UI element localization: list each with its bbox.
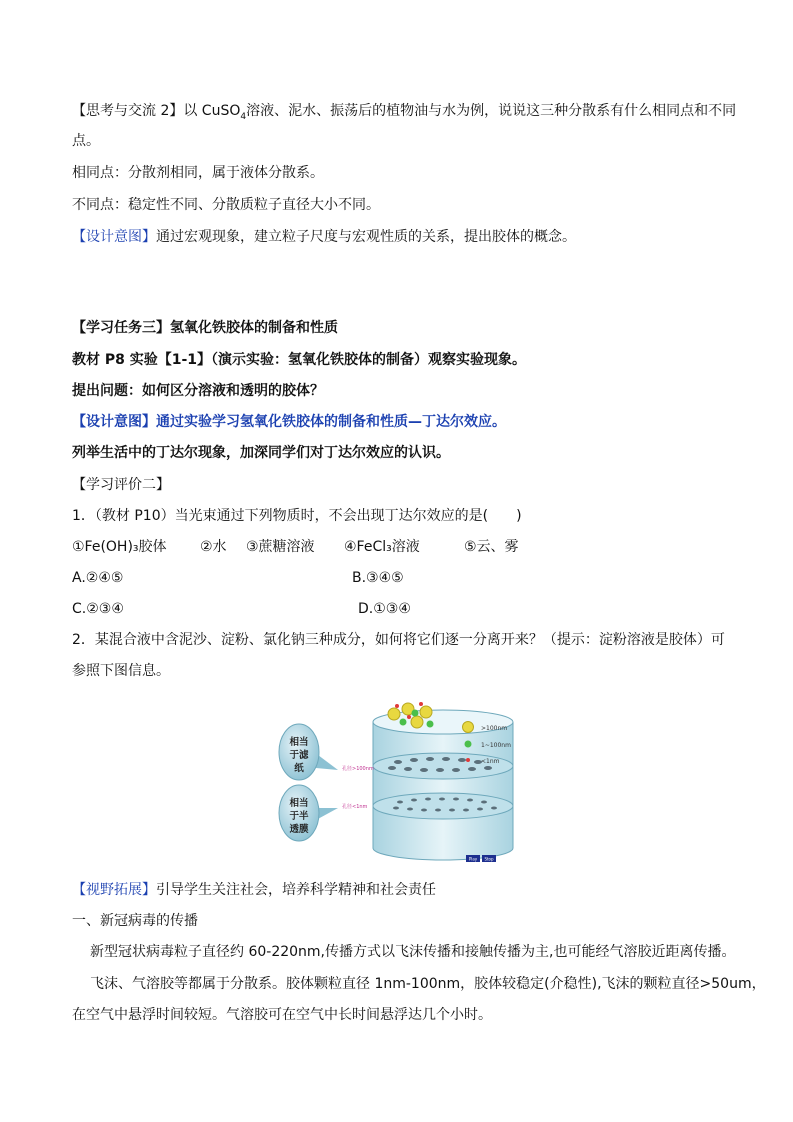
stop-label: Stop bbox=[484, 856, 494, 862]
play-button[interactable] bbox=[466, 855, 480, 862]
extend-text: 引导学生关注社会，培养科学精神和社会责任 bbox=[156, 882, 436, 898]
cylinder bbox=[373, 710, 513, 860]
think2-line2: 点。 bbox=[72, 133, 100, 149]
bubble1-line1: 相当 bbox=[289, 737, 309, 748]
bubble1-line3: 纸 bbox=[294, 763, 304, 774]
think2-bracket: 【思考与交流 2】 bbox=[72, 103, 184, 119]
task3-question: 提出问题：如何区分溶液和透明的胶体？ bbox=[72, 383, 324, 399]
extend-heading: 一、新冠病毒的传播 bbox=[72, 913, 198, 929]
intent-bracket: 【设计意图】 bbox=[72, 229, 156, 245]
think2-same: 相同点：分散剂相同，属于液体分散系。 bbox=[72, 165, 324, 181]
extend-p2a: 飞沫、气溶胶等都属于分散系。胶体颗粒直径 1nm-100nm，胶体较稳定(介稳性),飞沫的颗粒直径>50um， bbox=[90, 976, 766, 992]
bubble1-line2: 于滤 bbox=[289, 750, 309, 761]
stop-button[interactable] bbox=[482, 855, 496, 862]
q1-option-a: A.②④⑤ bbox=[72, 570, 124, 586]
bubble2-line1: 相当 bbox=[289, 798, 309, 809]
task3-title: 【学习任务三】氢氧化铁胶体的制备和性质 bbox=[72, 320, 338, 336]
task3-exp: 教材 P8 实验【1-1】（演示实验：氢氧化铁胶体的制备）观察实验现象。 bbox=[72, 352, 527, 368]
intent-text: 通过宏观现象，建立粒子尺度与宏观性质的关系，提出胶体的概念。 bbox=[156, 229, 576, 245]
extend-bracket: 【视野拓展】 bbox=[72, 882, 156, 898]
play-label: Play bbox=[468, 856, 478, 862]
q1-item-5: ⑤云、雾 bbox=[464, 539, 519, 555]
eval2-title: 【学习评价二】 bbox=[72, 477, 170, 493]
q2-line1: 2．某混合液中含泥沙、淀粉、氯化钠三种成分，如何将它们逐一分离开来？（提示：淀粉溶液是胶体）可 bbox=[72, 632, 725, 648]
label-filter-pore: 孔径>100nm bbox=[342, 766, 374, 772]
extend-p2b: 在空气中悬浮时间较短。气溶胶可在空气中长时间悬浮达几个小时。 bbox=[72, 1007, 492, 1023]
callout-semipermeable-membrane bbox=[279, 785, 338, 841]
q1-item-3: ③蔗糖溶液 bbox=[246, 539, 315, 555]
legend-label-large: >100nm bbox=[481, 725, 508, 732]
q1-option-d: D.①③④ bbox=[358, 601, 411, 617]
task3-example: 列举生活中的丁达尔现象，加深同学们对丁达尔效应的认识。 bbox=[72, 445, 450, 461]
membrane-plate bbox=[373, 793, 513, 819]
q1-option-b: B.③④⑤ bbox=[352, 570, 404, 586]
legend-label-small: <1nm bbox=[481, 758, 500, 765]
bubble2-line3: 透膜 bbox=[289, 824, 309, 835]
task3-intent: 【设计意图】通过实验学习氢氧化铁胶体的制备和性质—丁达尔效应。 bbox=[72, 414, 506, 430]
callout-filter-paper bbox=[279, 724, 338, 780]
think2-text-a: 以 CuSO bbox=[183, 103, 241, 119]
label-membrane-pore: 孔径<1nm bbox=[342, 804, 368, 810]
q1-item-1: ①Fe(OH)₃胶体 bbox=[72, 539, 167, 555]
q1-option-c: C.②③④ bbox=[72, 601, 124, 617]
bubble2-line2: 于半 bbox=[289, 811, 309, 822]
q1-item-4: ④FeCl₃溶液 bbox=[344, 539, 420, 555]
q1-text: 1．（教材 P10）当光束通过下列物质时，不会出现丁达尔效应的是( ) bbox=[72, 508, 522, 524]
think2-text-b: 溶液、泥水、振荡后的植物油与水为例，说说这三种分散系有什么相同点和不同 bbox=[246, 103, 737, 119]
q1-item-2: ②水 bbox=[200, 539, 227, 555]
legend-label-medium: 1~100nm bbox=[481, 742, 511, 749]
q2-line2: 参照下图信息。 bbox=[72, 663, 170, 679]
filter-plate bbox=[373, 753, 513, 779]
extend-line bbox=[72, 880, 436, 900]
extend-p1: 新型冠状病毒粒子直径约 60-220nm,传播方式以飞沫传播和接触传播为主,也可能经气溶胶近距离传播。 bbox=[90, 944, 736, 960]
think2-diff: 不同点：稳定性不同、分散质粒子直径大小不同。 bbox=[72, 197, 380, 213]
think2-subscript: 4 bbox=[240, 111, 247, 122]
